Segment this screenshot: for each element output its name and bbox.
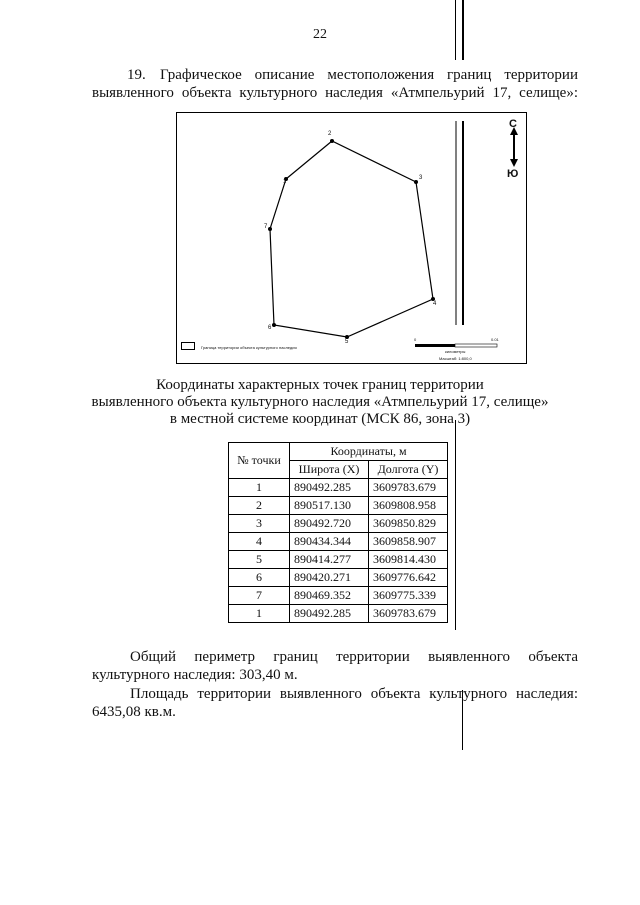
point-label: 1 — [283, 179, 287, 185]
point-label: 6 — [268, 325, 272, 331]
cell-point: 1 — [229, 479, 290, 497]
cell-point: 3 — [229, 515, 290, 533]
section-heading-line2: выявленного объекта культурного наследия «Атмпельурий 17, селище»: — [92, 85, 578, 101]
header-coords: Координаты, м — [290, 443, 448, 461]
section-number: 19. — [127, 67, 146, 83]
scale-ratio: Масштаб: 1:800,0 — [439, 356, 472, 361]
cell-lon: 3609783.679 — [369, 605, 448, 623]
table-row — [229, 569, 448, 587]
cell-lon: 3609808.958 — [369, 497, 448, 515]
table-row — [229, 515, 448, 533]
cell-lat: 890414.277 — [290, 551, 369, 569]
cell-point: 5 — [229, 551, 290, 569]
header-lon: Долгота (Y) — [369, 461, 448, 479]
cell-lat: 890517.130 — [290, 497, 369, 515]
cell-lon: 3609858.907 — [369, 533, 448, 551]
boundary-map — [176, 112, 527, 364]
table-row — [229, 587, 448, 605]
cell-lat: 890469.352 — [290, 587, 369, 605]
boundary-point — [330, 139, 334, 143]
table-caption-line2: выявленного объекта культурного наследия «Атмпельурий 17, селище» — [91, 394, 549, 410]
legend-text: Граница территории объекта культурного наследия — [201, 345, 297, 350]
cell-point: 1 — [229, 605, 290, 623]
legend-swatch — [181, 342, 195, 350]
coordinates-table — [228, 442, 448, 623]
table-caption-line1: Координаты характерных точек границ территории — [156, 377, 484, 393]
cell-lon: 3609783.679 — [369, 479, 448, 497]
point-label: 5 — [345, 339, 349, 345]
cell-lon: 3609814.430 — [369, 551, 448, 569]
cell-lat: 890434.344 — [290, 533, 369, 551]
section-heading-line1: Графическое описание местоположения границ территории — [160, 67, 578, 83]
cell-lon: 3609775.339 — [369, 587, 448, 605]
point-label: 7 — [264, 224, 268, 230]
scale-unit: километры — [445, 349, 466, 354]
cell-lon: 3609850.829 — [369, 515, 448, 533]
cell-lat: 890492.285 — [290, 479, 369, 497]
header-lat: Широта (X) — [290, 461, 369, 479]
area-line2: 6435,08 кв.м. — [92, 704, 176, 720]
boundary-point — [414, 180, 418, 184]
cell-lon: 3609776.642 — [369, 569, 448, 587]
point-label: 4 — [433, 301, 437, 307]
cell-lat: 890492.720 — [290, 515, 369, 533]
table-row — [229, 605, 448, 623]
page-number: 22 — [313, 27, 327, 42]
table-row — [229, 551, 448, 569]
north-label: С — [509, 118, 517, 130]
cell-point: 2 — [229, 497, 290, 515]
cell-point: 6 — [229, 569, 290, 587]
table-row — [229, 479, 448, 497]
table-row — [229, 497, 448, 515]
boundary-map-drawing — [177, 113, 528, 365]
point-label: 3 — [419, 175, 423, 181]
scale-bar — [415, 344, 497, 347]
cell-point: 4 — [229, 533, 290, 551]
boundary-point — [272, 323, 276, 327]
perimeter-line2: культурного наследия: 303,40 м. — [92, 667, 298, 683]
table-caption-line3: в местной системе координат (МСК 86, зона 3) — [169, 411, 471, 427]
south-label: Ю — [507, 168, 519, 180]
boundary-point — [268, 227, 272, 231]
scale-start: 0 — [414, 337, 417, 342]
point-label: 2 — [328, 131, 332, 137]
table-row — [229, 533, 448, 551]
scan-artifact-line — [455, 420, 456, 630]
north-arrow-icon — [510, 127, 518, 167]
header-point: № точки — [229, 443, 290, 479]
cell-lat: 890420.271 — [290, 569, 369, 587]
cell-lat: 890492.285 — [290, 605, 369, 623]
territory-boundary — [270, 141, 433, 337]
perimeter-line1: Общий периметр границ территории выявленного объекта — [130, 649, 578, 665]
cell-point: 7 — [229, 587, 290, 605]
area-line1: Площадь территории выявленного объекта культурного наследия: — [130, 686, 578, 702]
scale-end: 0.01 — [491, 337, 499, 342]
